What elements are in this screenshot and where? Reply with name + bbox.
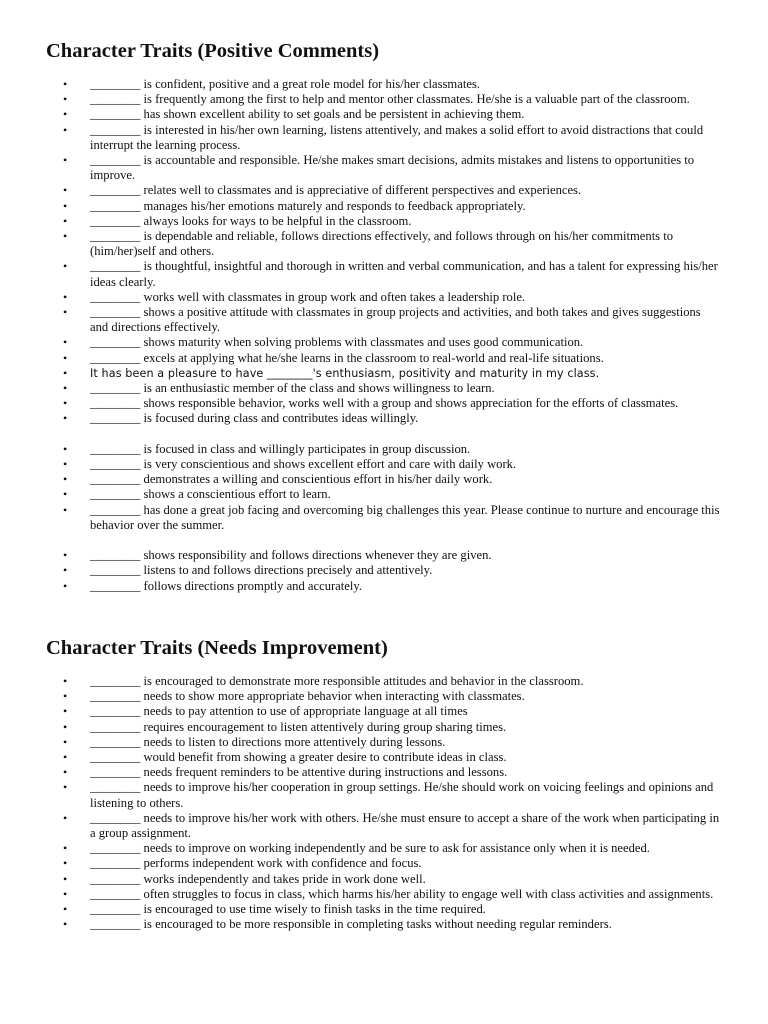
list-item: • ________ has shown excellent ability to set goals and be persistent in achieving them. bbox=[63, 107, 525, 122]
bullet-icon: • bbox=[63, 886, 68, 901]
list-item: • ________ needs to listen to directions more attentively during lessons. bbox=[63, 734, 446, 749]
bullet-icon: • bbox=[63, 780, 68, 795]
list-item: • ________ works independently and takes pride in work done well. bbox=[63, 871, 426, 886]
list-item: • ________ needs to improve his/her work with others. He/she must ensure to accept a share of the work when participating in a group assignment. bbox=[63, 810, 720, 841]
list-item: • ________ demonstrates a willing and conscientious effort in his/her daily work. bbox=[63, 472, 493, 487]
bullet-icon: • bbox=[63, 183, 68, 198]
list-item: • ________ is interested in his/her own learning, listens attentively, and makes a solid effort to avoid distractions that could interrupt the learning process. bbox=[63, 122, 704, 152]
bullet-icon: • bbox=[63, 77, 68, 91]
list-item: • ________ is focused during class and contributes ideas willingly. bbox=[63, 411, 419, 426]
bullet-icon: • bbox=[63, 704, 68, 719]
bullet-icon: • bbox=[63, 305, 68, 320]
list-item: • ________ has done a great job facing and overcoming big challenges this year. Please continue to nurture and encourage this behavior over the summer. bbox=[63, 502, 720, 532]
bullet-icon: • bbox=[63, 856, 68, 871]
bullet-icon: • bbox=[63, 153, 68, 168]
list-item: • ________ performs independent work with confidence and focus. bbox=[63, 856, 422, 871]
list-item: • ________ would benefit from showing a greater desire to contribute ideas in class. bbox=[63, 750, 507, 765]
list-item: • ________ listens to and follows directions precisely and attentively. bbox=[63, 563, 433, 578]
list-item: • ________ needs frequent reminders to be attentive during instructions and lessons. bbox=[63, 765, 508, 780]
list-item: • ________ always looks for ways to be helpful in the classroom. bbox=[63, 213, 412, 228]
list-item: • ________ follows directions promptly and accurately. bbox=[63, 578, 362, 593]
list-item: • ________ shows responsibility and follows directions whenever they are given. bbox=[63, 548, 492, 563]
bullet-icon: • bbox=[63, 917, 68, 932]
bullet-icon: • bbox=[63, 365, 68, 380]
list-item: • ________ needs to pay attention to use of appropriate language at all times bbox=[63, 704, 468, 719]
list-item: • ________ is frequently among the first to help and mentor other classmates. He/she is a valuable part of the classroom. bbox=[63, 92, 690, 107]
bullet-icon: • bbox=[63, 92, 68, 107]
bullet-icon: • bbox=[63, 502, 68, 517]
bullet-icon: • bbox=[63, 396, 68, 411]
list-item: • ________ shows responsible behavior, works well with a group and shows appreciation for the efforts of classmates. bbox=[63, 396, 679, 411]
bullet-icon: • bbox=[63, 871, 68, 886]
section-title-needs-improvement: Character Traits (Needs Improvement) bbox=[46, 637, 388, 659]
bullet-icon: • bbox=[63, 350, 68, 365]
list-item: • ________ shows a positive attitude with classmates in group projects and activities, and both takes and gives suggestions and directions effectively. bbox=[63, 305, 701, 335]
bullet-icon: • bbox=[63, 902, 68, 917]
list-item: • ________ shows a conscientious effort to learn. bbox=[63, 487, 331, 502]
list-item: • ________ shows maturity when solving problems with classmates and uses good communication. bbox=[63, 335, 584, 350]
bullet-icon: • bbox=[63, 457, 68, 472]
needs-improvement-list bbox=[0, 674, 768, 932]
positive-comments-list bbox=[0, 77, 768, 594]
list-item: • ________ is thoughtful, insightful and thorough in written and verbal communication, and has a talent for expressing his/her ideas clearly. bbox=[63, 259, 718, 289]
list-item: • ________ is confident, positive and a great role model for his/her classmates. bbox=[63, 77, 480, 91]
bullet-icon: • bbox=[63, 107, 68, 122]
bullet-icon: • bbox=[63, 719, 68, 734]
bullet-icon: • bbox=[63, 441, 68, 456]
bullet-icon: • bbox=[63, 259, 68, 274]
bullet-icon: • bbox=[63, 198, 68, 213]
list-item: • ________ often struggles to focus in class, which harms his/her ability to engage well with class activities and assignments. bbox=[63, 886, 714, 901]
bullet-icon: • bbox=[63, 335, 68, 350]
bullet-icon: • bbox=[63, 734, 68, 749]
bullet-icon: • bbox=[63, 750, 68, 765]
list-item: • ________ excels at applying what he/she learns in the classroom to real-world and real-life situations. bbox=[63, 350, 604, 365]
list-item: • ________ is very conscientious and shows excellent effort and care with daily work. bbox=[63, 457, 517, 472]
bullet-icon: • bbox=[63, 472, 68, 487]
bullet-icon: • bbox=[63, 578, 68, 593]
list-item: • It has been a pleasure to have ________'s enthusiasm, positivity and maturity in my class. bbox=[63, 365, 600, 380]
list-item: • ________ is an enthusiastic member of the class and shows willingness to learn. bbox=[63, 381, 495, 396]
list-item: • ________ is encouraged to use time wisely to finish tasks in the time required. bbox=[63, 902, 486, 917]
list-item: • ________ works well with classmates in group work and often takes a leadership role. bbox=[63, 289, 526, 304]
list-item: • ________ is dependable and reliable, follows directions effectively, and follows through on his/her commitments to (him/her)self and others. bbox=[63, 229, 674, 259]
bullet-icon: • bbox=[63, 674, 68, 688]
bullet-icon: • bbox=[63, 841, 68, 856]
list-item: • ________ is encouraged to demonstrate more responsible attitudes and behavior in the classroom. bbox=[63, 674, 584, 688]
bullet-icon: • bbox=[63, 213, 68, 228]
bullet-icon: • bbox=[63, 411, 68, 426]
list-item: • ________ relates well to classmates and is appreciative of different perspectives and experiences. bbox=[63, 183, 582, 198]
list-item: • ________ needs to improve his/her cooperation in group settings. He/she should work on voicing feelings and opinions and listening to others. bbox=[63, 780, 714, 810]
bullet-icon: • bbox=[63, 289, 68, 304]
bullet-icon: • bbox=[63, 689, 68, 704]
list-item: • ________ is accountable and responsible. He/she makes smart decisions, admits mistakes and listens to opportunities to improve. bbox=[63, 153, 695, 183]
list-item: • ________ needs to show more appropriate behavior when interacting with classmates. bbox=[63, 689, 525, 704]
list-item: • ________ requires encouragement to listen attentively during group sharing times. bbox=[63, 719, 507, 734]
bullet-icon: • bbox=[63, 487, 68, 502]
bullet-icon: • bbox=[63, 810, 68, 825]
bullet-icon: • bbox=[63, 563, 68, 578]
list-item: • ________ manages his/her emotions maturely and responds to feedback appropriately. bbox=[63, 198, 526, 213]
section-title-positive: Character Traits (Positive Comments) bbox=[46, 40, 380, 62]
bullet-icon: • bbox=[63, 548, 68, 563]
list-item: • ________ is focused in class and willingly participates in group discussion. bbox=[63, 441, 471, 456]
list-item: • ________ is encouraged to be more responsible in completing tasks without needing regular reminders. bbox=[63, 917, 612, 932]
bullet-icon: • bbox=[63, 122, 68, 137]
list-item: • ________ needs to improve on working independently and be sure to ask for assistance only when it is needed. bbox=[63, 841, 650, 856]
bullet-icon: • bbox=[63, 765, 68, 780]
bullet-icon: • bbox=[63, 381, 68, 396]
bullet-icon: • bbox=[63, 229, 68, 244]
